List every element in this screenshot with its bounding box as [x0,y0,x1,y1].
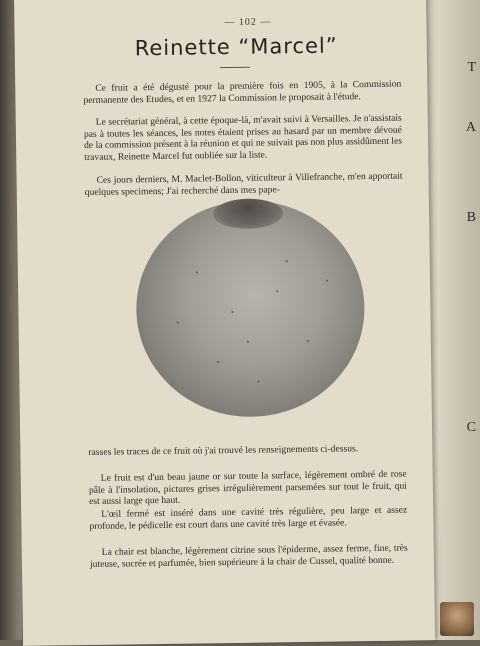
right-page-mark: C [466,420,476,435]
apple-photo [135,199,366,418]
apple-fruit-image [135,199,366,418]
right-page-mark: B [466,210,476,225]
apple-speckle [217,361,219,363]
apple-speckle [276,290,278,292]
title-rule [220,67,250,68]
apple-speckle [231,311,233,313]
page-number: — 102 — [224,16,272,29]
paragraph-continued: rasses les traces de ce fruit où j'ai trouvé les renseignements ci-dessus. [88,443,359,459]
apple-speckle [257,381,259,383]
right-page-mark: A [465,120,476,135]
paragraph-fruit-description: Le fruit est d'un beau jaune or sur toute la surface, légèrement ombré de rose pâle à l'insolation, pictures grises irrégulièrement parsemées sur tout le fruit, qui est aussi large que haut. [88,468,407,508]
paragraph-intro: Ce fruit a été dégusté pour la première fois en 1905, à la Commission permanente des Etudes, et en 1927 la Commission le proposait à l'étude. [83,78,402,106]
apple-speckle [286,260,288,262]
book-page [14,0,435,646]
apple-speckle [307,340,309,342]
paragraph-history: Le secrétariat général, à cette époque-là, m'avait suivi à Versailles. Je n'assistais pas à toutes les séances, les notes étaient prises au hasard par un membre dévoué de la commission présent à la réunion et qui ne suivait pas non plus assidûment les travaux, Reinette Marcel fut oubliée sur la liste. [83,112,403,163]
right-page-mark: T [467,60,476,75]
apple-speckle [196,271,198,273]
paragraph-eye-description: L'œil fermé est inséré dans une cavité très régulière, peu large et assez profonde, le pédicelle est court dans une cavité très large et évasée. [89,504,408,532]
apple-speckle [247,341,249,343]
apple-speckle [177,322,179,324]
paragraph-specimens: Ces jours derniers, M. Maclet-Bollon, viticulteur à Villefranche, m'en apportait quelques specimens; J'ai recherché dans mes pape- [84,170,403,198]
page-title: Reinette “Marcel” [134,33,338,61]
apple-stem-cavity [213,198,283,229]
apple-speckle [326,280,328,282]
corner-thumbnail [440,602,474,636]
paragraph-flesh-description: La chair est blanche, légèrement citrine sous l'épiderme, assez ferme, fine, très juteuse, sucrée et parfumée, bien supérieure à la chair de Cussel, qualité bonne. [89,542,408,570]
